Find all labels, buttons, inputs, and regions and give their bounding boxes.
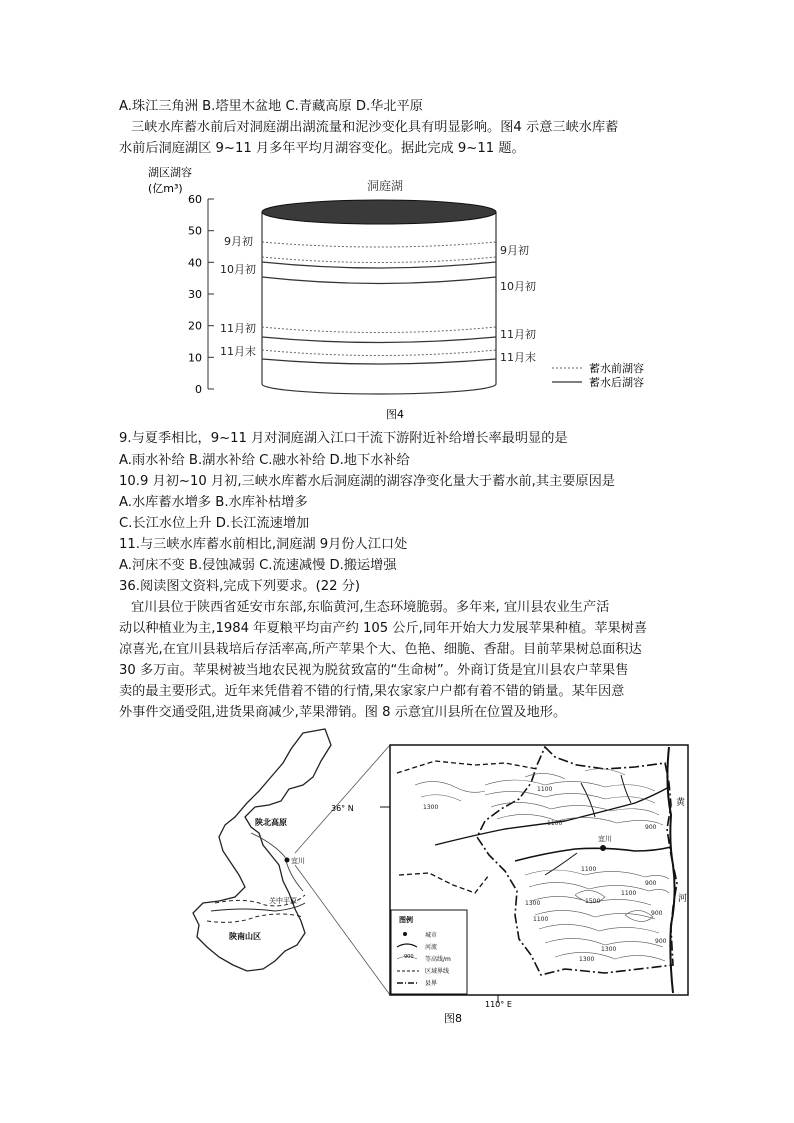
label-river-char: 河: [678, 894, 688, 904]
label-lat: 36° N: [331, 804, 354, 813]
contour-v11: 1300: [579, 956, 595, 963]
tick-10: 10: [188, 351, 202, 365]
right-label-novend: 11月末: [500, 351, 536, 364]
contour-v5: 1100: [621, 890, 637, 897]
right-labels: [500, 244, 536, 364]
figure-8-caption: 图8: [444, 1012, 462, 1025]
label-city: 宜川: [598, 835, 612, 843]
yichuan-dot-small: [285, 858, 290, 863]
question-9-options: A.雨水补给 B.湖水补给 C.融水补给 D.地下水补给: [119, 453, 410, 468]
contour-v2: 1100: [547, 820, 563, 827]
passage-line-6: 外事件交通受阻,进货果商减少,苹果滞销。图 8 示意宜川县所在位置及地形。: [119, 705, 567, 720]
legend-region: 区域界线: [425, 968, 450, 975]
tick-60: 60: [188, 193, 202, 206]
right-label-sep: 9月初: [500, 244, 529, 257]
question-10-options-b: C.长江水位上升 D.长江流速增加: [119, 516, 310, 531]
legend-city-symbol: [403, 932, 407, 936]
shaanxi-outline: [193, 729, 331, 971]
lake-name: 洞庭湖: [366, 179, 404, 193]
left-label-nov: 11月初: [220, 322, 256, 335]
figure-4-lake-capacity: [140, 162, 700, 424]
connector-bottom: [295, 865, 390, 995]
left-label-oct: 10月初: [220, 263, 256, 276]
legend: [552, 361, 644, 389]
label-yellow-river: 黄: [676, 798, 686, 808]
legend-contour-val: 900: [404, 954, 414, 960]
figure-4-caption: 图4: [386, 408, 404, 421]
legend-after: 蓄水后湖容: [589, 376, 644, 389]
y-axis-unit: (亿m³): [148, 182, 183, 195]
tick-30: 30: [188, 288, 202, 301]
left-labels: [220, 235, 256, 358]
legend-county: 县界: [425, 980, 438, 987]
passage-line-4: 30 多万亩。苹果树被当地农民视为脱贫致富的“生命树”。外商订货是宜川县农户苹果售: [119, 663, 629, 678]
figure-8-yichuan-map: [185, 725, 705, 1030]
tick-20: 20: [188, 319, 202, 333]
label-shaanbei: 陕北高原: [255, 818, 287, 827]
left-label-novend: 11月末: [220, 345, 256, 358]
cylinder-body: [262, 212, 496, 394]
y-ticks: [188, 193, 214, 396]
tick-50: 50: [188, 224, 202, 238]
legend-title: 图例: [399, 916, 413, 924]
contour-v12: 900: [645, 824, 657, 831]
contour-v9: 1300: [601, 946, 617, 953]
contour-v3: 1100: [581, 866, 597, 873]
contour-v10: 900: [651, 910, 663, 917]
cylinder-top: [262, 200, 496, 224]
legend-before: 蓄水前湖容: [589, 362, 644, 375]
passage-line-5: 卖的最主要形式。近年来凭借着不错的行情,果农家家户户都有着不错的销量。某年因意: [119, 684, 625, 699]
tick-40: 40: [188, 256, 202, 270]
contour-v8: 1100: [533, 916, 549, 923]
left-label-sep: 9月初: [224, 235, 253, 248]
intro-line-2: 水前后洞庭湖区 9~11 月多年平均月湖容变化。据此完成 9~11 题。: [119, 141, 525, 156]
question-36: 36.阅读图文资料,完成下列要求。(22 分): [119, 579, 361, 594]
contour-v7: 900: [645, 880, 657, 887]
legend-city: 城市: [425, 932, 438, 939]
question-9: 9.与夏季相比，9~11 月对洞庭湖入江口干流下游附近补给增长率最明显的是: [119, 431, 568, 446]
question-10-options-a: A.水库蓄水增多 B.水库补枯增多: [119, 495, 308, 510]
label-shaannan: 陕南山区: [229, 932, 261, 941]
yichuan-city-dot: [600, 845, 606, 851]
q8-options: A.珠江三角洲 B.塔里木盆地 C.青藏高原 D.华北平原: [119, 99, 423, 114]
question-10: 10.9 月初~10 月初,三峡水库蓄水后洞庭湖的湖容净变化量大于蓄水前,其主要原因是: [119, 474, 615, 489]
legend-contour: 等高线/m: [425, 956, 451, 963]
tick-0: 0: [195, 383, 202, 396]
contour-v6: 1300: [525, 900, 541, 907]
passage-line-1: 宜川县位于陕西省延安市东部,东临黄河,生态环境脆弱。多年来, 宜川县农业生产活: [131, 600, 610, 615]
contour-v1: 1300: [423, 804, 439, 811]
passage-line-2: 动以种植业为主,1984 年夏粮平均亩产约 105 公斤,同年开始大力发展苹果种植。苹果树喜: [119, 621, 648, 636]
contour-v0: 1100: [537, 786, 553, 793]
label-guanzhong: 关中平原: [269, 897, 297, 905]
label-yichuan-small: 宜川: [291, 857, 305, 865]
legend-river: 河流: [425, 944, 438, 951]
right-label-nov: 11月初: [500, 328, 536, 341]
right-label-oct: 10月初: [500, 280, 536, 293]
intro-line-1: 三峡水库蓄水前后对洞庭湖出湖流量和泥沙变化具有明显影响。图4 示意三峡水库蓄: [131, 120, 619, 135]
y-axis-title: 湖区湖容: [148, 166, 192, 179]
contour-v4: 1500: [585, 898, 601, 905]
question-11-options: A.河床不变 B.侵蚀减弱 C.流速减慢 D.搬运增强: [119, 558, 397, 573]
contour-v13: 900: [655, 938, 667, 945]
label-lon: 110° E: [485, 1000, 512, 1009]
question-11: 11.与三峡水库蓄水前相比,洞庭湖 9月份人江口处: [119, 537, 408, 552]
passage-line-3: 凉喜光,在宜川县栽培后存活率高,所产苹果个大、色艳、细脆、香甜。目前苹果树总面积达: [119, 642, 642, 657]
